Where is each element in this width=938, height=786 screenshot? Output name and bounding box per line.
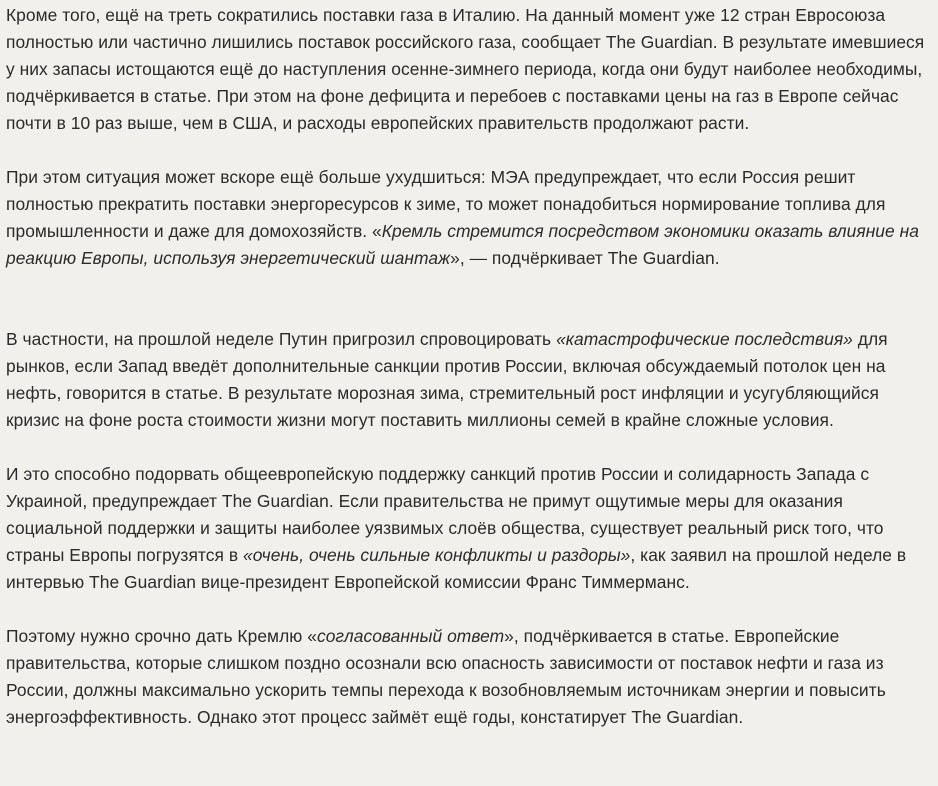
italic-quote: Кремль стремится посредством экономики оказать влияние на реакцию Европы, используя энергетический шантаж <box>6 221 919 268</box>
paragraph-putin-threat <box>6 326 934 434</box>
paragraph-sanctions-support <box>6 461 934 596</box>
italic-quote: «очень, очень сильные конфликты и раздоры» <box>243 545 631 565</box>
paragraph-text: для рынков, если Запад введёт дополнительные санкции против России, включая обсуждаемый потолок цен на нефть, говорится в статье. В результате морозная зима, стремительный рост инфляции и усугубляющийся кризис на фоне роста стоимости жизни могут поставить миллионы семей в крайне сложные условия. <box>6 329 888 430</box>
paragraph-gas-supplies <box>6 2 934 137</box>
paragraph-text: Кроме того, ещё на треть сократились поставки газа в Италию. На данный момент уже 12 стран Евросоюза полностью или частично лишились поставок российского газа, сообщает The Guardian. В результате имевшиеся у них запасы истощаются ещё до наступления осенне-зимнего периода, когда они будут наиболее необходимы, подчёркивается в статье. При этом на фоне дефицита и перебоев с поставками цены на газ в Европе сейчас почти в 10 раз выше, чем в США, и расходы европейских правительств продолжают расти. <box>6 5 925 133</box>
paragraph-text: При этом ситуация может вскоре ещё больше ухудшиться: МЭА предупреждает, что если Россия решит полностью прекратить поставки энергоресурсов к зиме, то может понадобиться нормирование топлива для промышленности и даже для домохозяйств. « <box>6 167 886 241</box>
paragraph-text: И это способно подорвать общеевропейскую поддержку санкций против России и солидарность Запада с Украиной, предупреждает The Guardian. Если правительства не примут ощутимые меры для оказания социальной поддержки и защиты наиболее уязвимых слоёв общества, существует реальный риск того, что страны Европы погрузятся в <box>6 464 884 565</box>
paragraph-coordinated-response <box>6 623 934 731</box>
paragraph-text: В частности, на прошлой неделе Путин пригрозил спровоцировать <box>6 329 557 349</box>
paragraph-iea-warning <box>6 164 934 272</box>
paragraph-text: », подчёркивается в статье. Европейские правительства, которые слишком поздно осознали всю опасность зависимости от поставок нефти и газа из России, должны максимально ускорить темпы перехода к возобновляемым источникам энергии и повысить энергоэффективность. Однако этот процесс займёт ещё годы, констатирует The Guardian. <box>6 626 886 727</box>
paragraph-text: », — подчёркивает The Guardian. <box>450 248 720 268</box>
paragraph-text: Поэтому нужно срочно дать Кремлю « <box>6 626 317 646</box>
italic-quote: согласованный ответ <box>316 626 505 646</box>
article-body <box>6 2 934 758</box>
italic-quote: «катастрофические последствия» <box>556 329 853 349</box>
paragraph-text: , как заявил на прошлой неделе в интервью The Guardian вице-президент Европейской комиссии Франс Тиммерманс. <box>6 545 907 592</box>
